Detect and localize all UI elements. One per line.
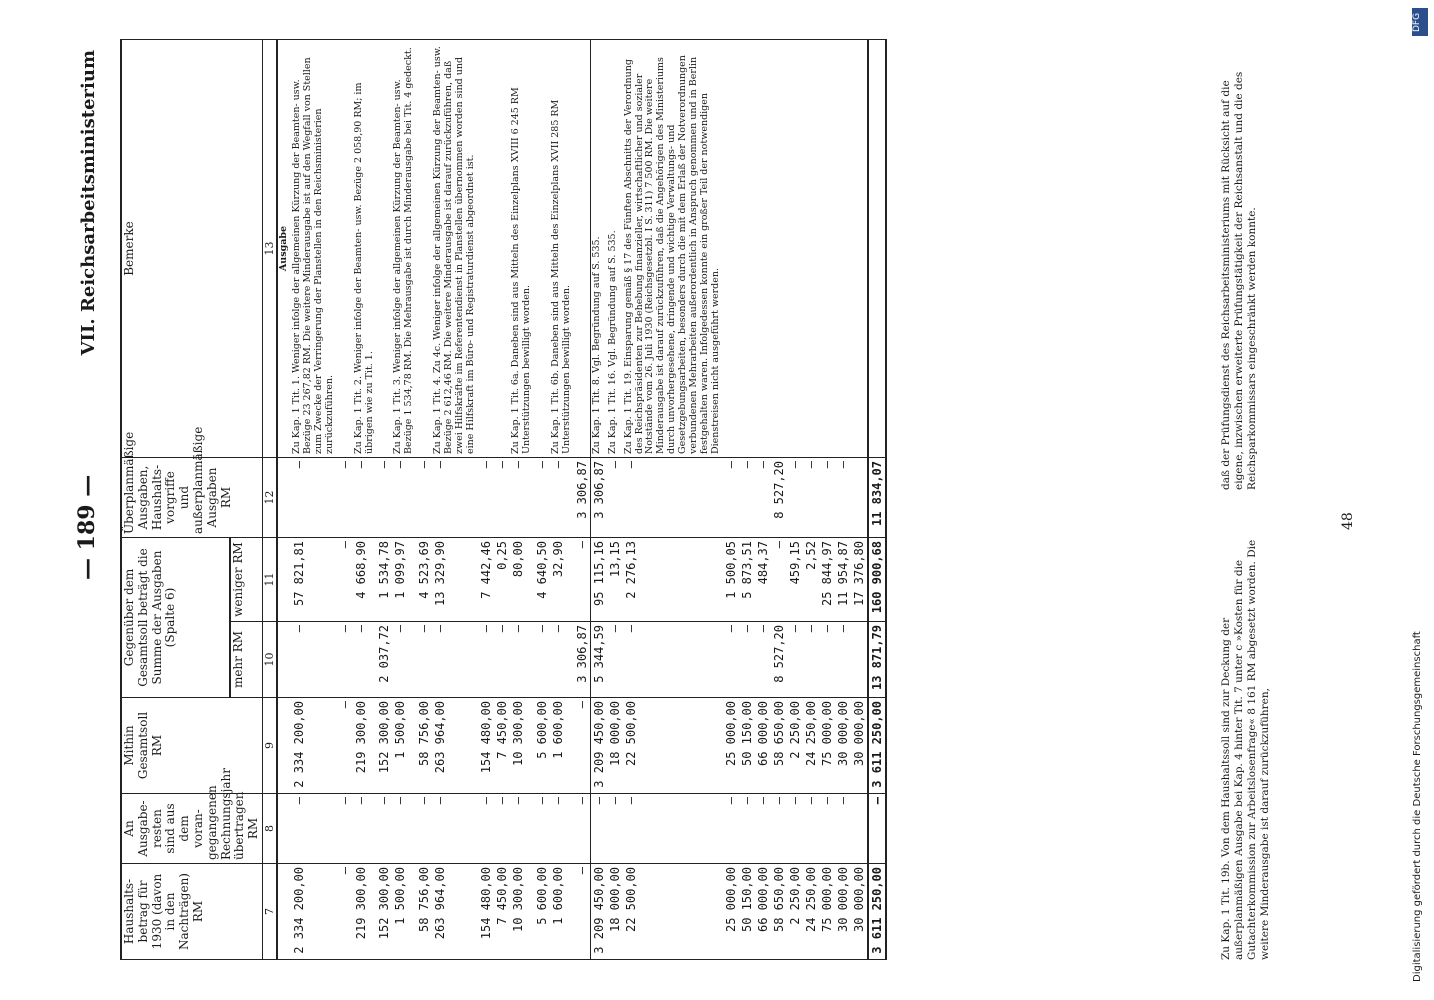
amount-cell: 4 640,50	[534, 538, 550, 622]
amount-cell: —	[494, 458, 510, 538]
header-c7: Haushalts-betrag für 1930 (davon in den Nachträgen) RM	[121, 864, 262, 960]
amount-cell: —	[416, 794, 432, 864]
amount-cell: —	[819, 458, 835, 538]
table-row	[819, 40, 835, 960]
amount-cell: 2 276,13	[623, 538, 723, 622]
remark-cell: Zu Kap. 1 Tit. 6a. Daneben sind aus Mitteln des Einzelplans XVIII 6 245 RM Unterstützungen bewilligt worden.	[510, 40, 534, 458]
amount-cell: 1 500,05	[723, 538, 739, 622]
amount-cell: 7 442,46	[478, 538, 494, 622]
table-row	[432, 40, 478, 960]
table-row	[803, 40, 819, 960]
dfg-credit: Digitalisierung gefördert durch die Deutsche Forschungsgemeinschaft	[1412, 631, 1423, 982]
amount-cell: 2 334 200,00	[291, 864, 337, 960]
amount-cell: —	[392, 458, 416, 538]
footnote-left: Zu Kap. 1 Tit. 19b. Von dem Haushaltssoll sind zur Deckung der außerplanmäßigen Ausgabe bei Kap. 4 hinter Tit. 7 unter c »Kosten für die Gutachterkommission zur Arbeitslosenfrage« 8 161 RM abgesetzt worden. Die weitere Minderausgabe ist darauf zurückzuführen,	[1220, 539, 1272, 960]
remark-cell	[416, 40, 432, 458]
amount-cell: 25 000,00	[723, 698, 739, 794]
amount-cell: 459,15	[787, 538, 803, 622]
remarks-heading-row	[277, 40, 291, 960]
amount-cell: —	[755, 622, 771, 698]
amount-cell: —	[494, 794, 510, 864]
amount-cell: 2 037,72	[376, 622, 392, 698]
table-row	[291, 40, 337, 960]
amount-cell: 3 306,87	[574, 458, 591, 538]
amount-cell: 18 000,00	[607, 864, 623, 960]
amount-cell: 1 500,00	[392, 864, 416, 960]
amount-cell: 7 450,00	[494, 864, 510, 960]
remark-cell: Zu Kap. 1 Tit. 19. Einsparung gemäß § 17 des Fünften Abschnitts der Verordnung des Reichspräsidenten zur Behebung finanzieller, wirtschaftlicher und sozialer Notstände vom 26. Juli 1930 (Reichsgesetzbl. I S. 311) 7 500 RM. Die weitere Minderausgabe ist darauf zurückzuführen, daß die Angehörigen des Ministeriums durch unvorhergesehene, dringende und wichtige Verwaltungs- und Gesetzgebungsarbeiten, besonders durch die mit dem Erlaß der Notverordnungen verbundenen Mehrarbeiten außerordentlich in Anspruch genommen und in Berlin festgehalten waren. Infolgedessen konnte ein großer Teil der notwendigen Dienstreisen nicht ausgeführt werden.	[623, 40, 723, 458]
remark-cell	[723, 40, 739, 458]
amount-cell: —	[337, 698, 353, 794]
amount-cell: 25 000,00	[723, 864, 739, 960]
amount-cell: —	[353, 622, 377, 698]
amount-cell: 66 000,00	[755, 698, 771, 794]
amount-cell: —	[478, 622, 494, 698]
amount-cell: 24 250,00	[803, 698, 819, 794]
amount-cell: 75 000,00	[819, 864, 835, 960]
remark-cell	[739, 40, 755, 458]
amount-cell: —	[835, 458, 851, 538]
amount-cell: 11 954,87	[835, 538, 851, 622]
amount-cell: —	[494, 622, 510, 698]
amount-cell: —	[337, 864, 353, 960]
remark-cell	[851, 40, 868, 458]
amount-cell: —	[353, 794, 377, 864]
amount-cell: 58 756,00	[416, 864, 432, 960]
colnum: 11	[262, 538, 277, 622]
amount-cell: 32,90	[550, 538, 574, 622]
amount-cell: —	[478, 794, 494, 864]
budget-table	[120, 39, 887, 960]
amount-cell: —	[432, 794, 478, 864]
table-body	[277, 40, 886, 960]
amount-cell: 2 250,00	[787, 864, 803, 960]
remark-cell	[835, 40, 851, 458]
amount-cell: —	[376, 458, 392, 538]
amount-cell: 0,25	[494, 538, 510, 622]
amount-cell: 13 329,90	[432, 538, 478, 622]
amount-cell: —	[478, 458, 494, 538]
amount-cell: 10 300,00	[510, 864, 534, 960]
amount-cell: —	[337, 458, 353, 538]
amount-cell: 22 500,00	[623, 698, 723, 794]
amount-cell	[851, 794, 868, 864]
table-row	[771, 40, 787, 960]
table-row	[494, 40, 510, 960]
amount-cell: 2 334 200,00	[291, 698, 337, 794]
section-title: VII. Reichsarbeitsministerium	[78, 50, 99, 356]
amount-cell: —	[534, 622, 550, 698]
amount-cell: —	[755, 794, 771, 864]
amount-cell: —	[353, 458, 377, 538]
amount-cell: —	[432, 622, 478, 698]
amount-cell: —	[623, 622, 723, 698]
table-row	[353, 40, 377, 960]
page-number: — 189 —	[74, 474, 100, 580]
folio-number: 48	[1340, 512, 1356, 530]
amount-cell: 152 300,00	[376, 698, 392, 794]
amount-cell: 30 000,00	[851, 698, 868, 794]
remark-cell: Zu Kap. 1 Tit. 2. Weniger infolge der Beamten- usw. Bezüge 2 058,90 RM; im übrigen wie zu Tit. 1.	[353, 40, 377, 458]
amount-cell: —	[868, 794, 886, 864]
table-row	[835, 40, 851, 960]
amount-cell: —	[291, 622, 337, 698]
amount-cell: 152 300,00	[376, 864, 392, 960]
amount-cell: 219 300,00	[353, 698, 377, 794]
amount-cell: —	[835, 622, 851, 698]
amount-cell: 80,00	[510, 538, 534, 622]
amount-cell: —	[819, 622, 835, 698]
amount-cell: —	[416, 458, 432, 538]
empty-cell	[277, 538, 291, 622]
amount-cell: —	[550, 458, 574, 538]
remark-cell	[771, 40, 787, 458]
amount-cell: 17 376,80	[851, 538, 868, 622]
amount-cell: 1 534,78	[376, 538, 392, 622]
amount-cell: 263 964,00	[432, 698, 478, 794]
amount-cell: 3 209 450,00	[590, 698, 607, 794]
amount-cell: 13,15	[607, 538, 623, 622]
amount-cell: 3 611 250,00	[868, 864, 886, 960]
amount-cell: —	[739, 458, 755, 538]
remark-cell	[819, 40, 835, 458]
dfg-watermark	[1412, 8, 1430, 988]
amount-cell: 25 844,97	[819, 538, 835, 622]
remark-cell	[494, 40, 510, 458]
remark-cell: Zu Kap. 1 Tit. 6b. Daneben sind aus Mitteln des Einzelplans XVII 285 RM Unterstützungen bewilligt worden.	[550, 40, 574, 458]
amount-cell: 66 000,00	[755, 864, 771, 960]
amount-cell: 3 306,87	[574, 622, 591, 698]
amount-cell: —	[291, 458, 337, 538]
amount-cell: —	[550, 622, 574, 698]
amount-cell: —	[534, 794, 550, 864]
amount-cell: —	[337, 538, 353, 622]
amount-cell: —	[723, 794, 739, 864]
amount-cell: 24 250,00	[803, 864, 819, 960]
amount-cell: —	[607, 458, 623, 538]
colnum: 9	[262, 698, 277, 794]
remark-cell	[478, 40, 494, 458]
amount-cell: 1 099,97	[392, 538, 416, 622]
amount-cell: 1 500,00	[392, 698, 416, 794]
amount-cell: 4 668,90	[353, 538, 377, 622]
table-row	[607, 40, 623, 960]
amount-cell: 30 000,00	[835, 698, 851, 794]
amount-cell: —	[590, 794, 607, 864]
amount-cell: —	[819, 794, 835, 864]
table-row	[416, 40, 432, 960]
empty-cell	[277, 864, 291, 960]
amount-cell: —	[739, 622, 755, 698]
header-c12: Überplanmäßige Ausgaben, Haushalts-vorgriffe und außerplanmäßige Ausgaben RM	[121, 458, 262, 538]
table-row	[623, 40, 723, 960]
amount-cell: —	[755, 458, 771, 538]
rotated-page	[60, 40, 1380, 960]
amount-cell: —	[623, 458, 723, 538]
amount-cell: —	[723, 458, 739, 538]
dfg-logo: DFG	[1412, 8, 1428, 36]
table-row	[478, 40, 494, 960]
amount-cell: —	[337, 794, 353, 864]
table-row	[392, 40, 416, 960]
amount-cell: —	[574, 698, 591, 794]
table-row	[376, 40, 392, 960]
remark-cell: Zu Kap. 1 Tit. 3. Weniger infolge der allgemeinen Kürzung der Beamten- usw. Bezüge 1 534,78 RM. Die Mehrausgabe ist durch Minderausgabe bei Tit. 4 gedeckt.	[392, 40, 416, 458]
amount-cell: —	[787, 794, 803, 864]
amount-cell: 3 209 450,00	[590, 864, 607, 960]
amount-cell: 22 500,00	[623, 864, 723, 960]
remark-cell: Zu Kap. 1 Tit. 8. Vgl. Begründung auf S. 535.	[590, 40, 607, 458]
colnum: 12	[262, 458, 277, 538]
amount-cell: 8 527,20	[771, 458, 787, 538]
table-row	[574, 40, 591, 960]
amount-cell: —	[607, 794, 623, 864]
amount-cell: 50 150,00	[739, 864, 755, 960]
amount-cell: 484,37	[755, 538, 771, 622]
amount-cell: 160 900,68	[868, 538, 886, 622]
amount-cell: 13 871,79	[868, 622, 886, 698]
table-row	[590, 40, 607, 960]
amount-cell: —	[835, 794, 851, 864]
amount-cell: 57 821,81	[291, 538, 337, 622]
remarks-heading: Ausgabe	[277, 40, 291, 458]
amount-cell: —	[803, 622, 819, 698]
amount-cell: —	[787, 622, 803, 698]
table-row	[739, 40, 755, 960]
header-c10: mehr RM	[230, 622, 262, 698]
amount-cell: —	[723, 622, 739, 698]
amount-cell: —	[376, 794, 392, 864]
amount-cell: 1 600,00	[550, 698, 574, 794]
amount-cell: —	[550, 794, 574, 864]
amount-cell: —	[607, 622, 623, 698]
amount-cell: 50 150,00	[739, 698, 755, 794]
amount-cell: —	[574, 794, 591, 864]
table-row	[755, 40, 771, 960]
amount-cell: —	[803, 794, 819, 864]
remark-cell: Zu Kap. 1 Tit. 16. Vgl. Begründung auf S. 535.	[607, 40, 623, 458]
amount-cell: 11 834,07	[868, 458, 886, 538]
colnum: 13	[262, 40, 277, 458]
amount-cell: 5 600,00	[534, 864, 550, 960]
amount-cell: —	[392, 794, 416, 864]
amount-cell: 10 300,00	[510, 698, 534, 794]
amount-cell	[851, 622, 868, 698]
amount-cell: 58 650,00	[771, 698, 787, 794]
amount-cell: —	[510, 458, 534, 538]
amount-cell: —	[803, 458, 819, 538]
amount-cell: 263 964,00	[432, 864, 478, 960]
header-c11: weniger RM	[230, 538, 262, 622]
table-row	[868, 40, 886, 960]
table-row	[723, 40, 739, 960]
amount-cell: —	[771, 538, 787, 622]
remark-cell: Zu Kap. 1 Tit. 4. Zu 4c. Weniger infolge der allgemeinen Kürzung der Beamten- usw. Bezüge 2 612,46 RM. Die weitere Minderausgabe ist darauf zurückzuführen, daß zwei Hilfskräfte im Referentendienst in Planstellen übernommen worden sind und eine Hilfskraft im Büro- und Registraturdienst abgeordnet ist.	[432, 40, 478, 458]
amount-cell: 4 523,69	[416, 538, 432, 622]
colnum: 10	[262, 622, 277, 698]
amount-cell: —	[574, 864, 591, 960]
empty-cell	[277, 698, 291, 794]
running-header	[74, 40, 114, 960]
amount-cell: —	[510, 794, 534, 864]
footnote-right: daß der Prüfungsdienst des Reichsarbeitsministeriums mit Rücksicht auf die eigene, inzwischen erweiterte Prüfungstätigkeit der Reichsanstalt und die des Reichsparkommissars eingeschränkt werden konnte.	[1220, 71, 1259, 490]
amount-cell: 5 873,51	[739, 538, 755, 622]
colnum: 7	[262, 864, 277, 960]
amount-cell: 5 600,00	[534, 698, 550, 794]
remark-cell	[787, 40, 803, 458]
remark-cell	[868, 40, 886, 458]
amount-cell: —	[291, 794, 337, 864]
amount-cell: 219 300,00	[353, 864, 377, 960]
amount-cell: —	[787, 458, 803, 538]
amount-cell: 154 480,00	[478, 864, 494, 960]
amount-cell: 30 000,00	[851, 864, 868, 960]
header-c8: An Ausgabe-resten sind aus dem voran-gegangenen Rechnungsjahr übertragen RM	[121, 794, 262, 864]
table-row	[337, 40, 353, 960]
amount-cell: 2,52	[803, 538, 819, 622]
amount-cell: 2 250,00	[787, 698, 803, 794]
amount-cell: 18 000,00	[607, 698, 623, 794]
table-row	[534, 40, 550, 960]
amount-cell: 154 480,00	[478, 698, 494, 794]
table-row	[510, 40, 534, 960]
amount-cell: —	[432, 458, 478, 538]
remark-cell: Zu Kap. 1 Tit. 1. Weniger infolge der allgemeinen Kürzung der Beamten- usw. Bezüge 23 267,82 RM. Die weitere Minderausgabe ist auf den Wegfall von Stellen zum Zwecke der Verringerung der Planstellen in den Reichsministerien zurückzuführen.	[291, 40, 337, 458]
amount-cell: —	[623, 794, 723, 864]
table-row	[787, 40, 803, 960]
amount-cell: 1 600,00	[550, 864, 574, 960]
remark-cell	[376, 40, 392, 458]
amount-cell: 3 611 250,00	[868, 698, 886, 794]
amount-cell: 58 650,00	[771, 864, 787, 960]
table-row	[550, 40, 574, 960]
amount-cell: 95 115,16	[590, 538, 607, 622]
amount-cell: 75 000,00	[819, 698, 835, 794]
amount-cell: —	[416, 622, 432, 698]
header-c13: Bemerke	[121, 40, 262, 458]
empty-cell	[277, 794, 291, 864]
amount-cell: —	[337, 622, 353, 698]
amount-cell: —	[739, 794, 755, 864]
amount-cell: 3 306,87	[590, 458, 607, 538]
amount-cell: —	[510, 622, 534, 698]
amount-cell	[851, 458, 868, 538]
header-c9: Mithin Gesamtsoll RM	[121, 698, 262, 794]
amount-cell: 7 450,00	[494, 698, 510, 794]
table-row	[851, 40, 868, 960]
remark-cell	[337, 40, 353, 458]
colnum: 8	[262, 794, 277, 864]
remark-cell	[534, 40, 550, 458]
amount-cell: —	[574, 538, 591, 622]
amount-cell: 8 527,20	[771, 622, 787, 698]
header-group: Gegenüber dem Gesamtsoll beträgt die Summe der Ausgaben (Spalte 6)	[121, 538, 230, 698]
remark-cell	[574, 40, 591, 458]
amount-cell: —	[771, 794, 787, 864]
amount-cell: 30 000,00	[835, 864, 851, 960]
amount-cell: —	[392, 622, 416, 698]
amount-cell: 58 756,00	[416, 698, 432, 794]
remark-cell	[755, 40, 771, 458]
empty-cell	[277, 622, 291, 698]
amount-cell: —	[534, 458, 550, 538]
remark-cell	[803, 40, 819, 458]
amount-cell: 5 344,59	[590, 622, 607, 698]
empty-cell	[277, 458, 291, 538]
